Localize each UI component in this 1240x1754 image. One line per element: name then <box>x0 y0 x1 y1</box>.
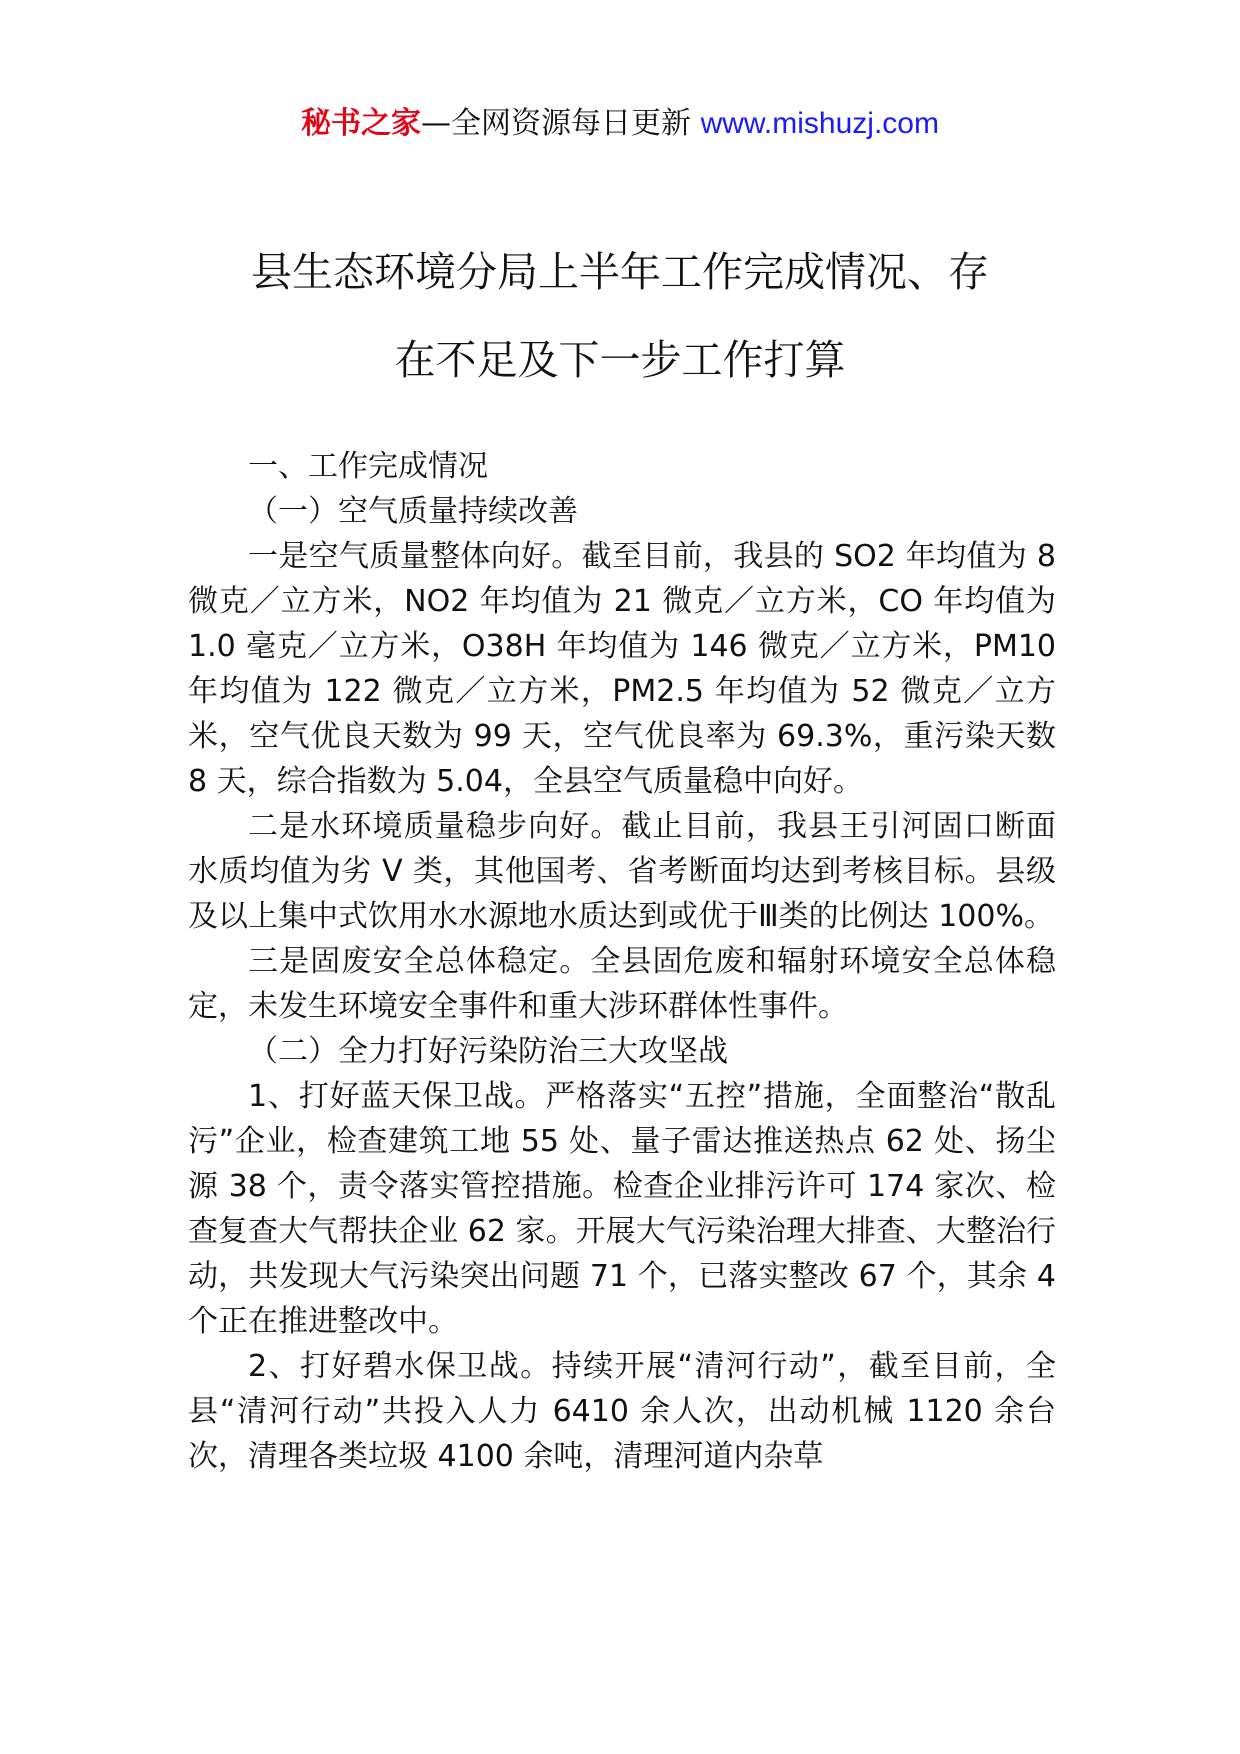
document-title <box>150 228 1090 404</box>
body-paragraph: 1、打好蓝天保卫战。严格落实“五控”措施，全面整治“散乱污”企业，检查建筑工地 55 处、量子雷达推送热点 62 处、扬尘源 38 个，责令落实管控措施。检查企业排污许可 174 家次、检查复查大气帮扶企业 62 家。开展大气污染治理大排查、大整治行动，共发现大气污染突出问题 71 个，已落实整改 67 个，其余 4 个正在推进整改中。 <box>188 1079 1056 1339</box>
document-title-line-2: 在不足及下一步工作打算 <box>394 336 846 384</box>
site-url-link[interactable]: www.mishuzj.com <box>700 107 939 140</box>
subsection-heading: （二）全力打好污染防治三大攻坚战 <box>248 1034 728 1069</box>
body-paragraph: 三是固废安全总体稳定。全县固危废和辐射环境安全总体稳定，未发生环境安全事件和重大涉环群体性事件。 <box>188 944 1056 1024</box>
document-body <box>188 444 1056 1479</box>
document-title-line-1: 县生态环境分局上半年工作完成情况、存 <box>251 248 989 296</box>
body-paragraph: 2、打好碧水保卫战。持续开展“清河行动”，截至目前，全县“清河行动”共投入人力 6410 余人次，出动机械 1120 余台次，清理各类垃圾 4100 余吨，清理河道内杂草 <box>188 1349 1056 1474</box>
subsection-heading: （一）空气质量持续改善 <box>248 494 578 529</box>
site-brand: 秘书之家 <box>301 106 422 141</box>
site-header <box>0 104 1240 144</box>
body-paragraph: 一是空气质量整体向好。截至目前，我县的 SO2 年均值为 8 微克／立方米，NO2 年均值为 21 微克／立方米，CO 年均值为 1.0 毫克／立方米，O38H 年均值为 146 微克／立方米，PM10 年均值为 122 微克／立方米，PM2.5 年均值为 52 微克／立方米，空气优良天数为 99 天，空气优良率为 69.3%，重污染天数 8 天，综合指数为 5.04，全县空气质量稳中向好。 <box>188 539 1056 799</box>
body-paragraph: 二是水环境质量稳步向好。截止目前，我县王引河固口断面水质均值为劣 V 类，其他国考、省考断面均达到考核目标。县级及以上集中式饮用水水源地水质达到或优于Ⅲ类的比例达 100%。 <box>188 809 1056 934</box>
site-slogan: —全网资源每日更新 <box>421 106 692 141</box>
section-heading: 一、工作完成情况 <box>248 449 488 484</box>
